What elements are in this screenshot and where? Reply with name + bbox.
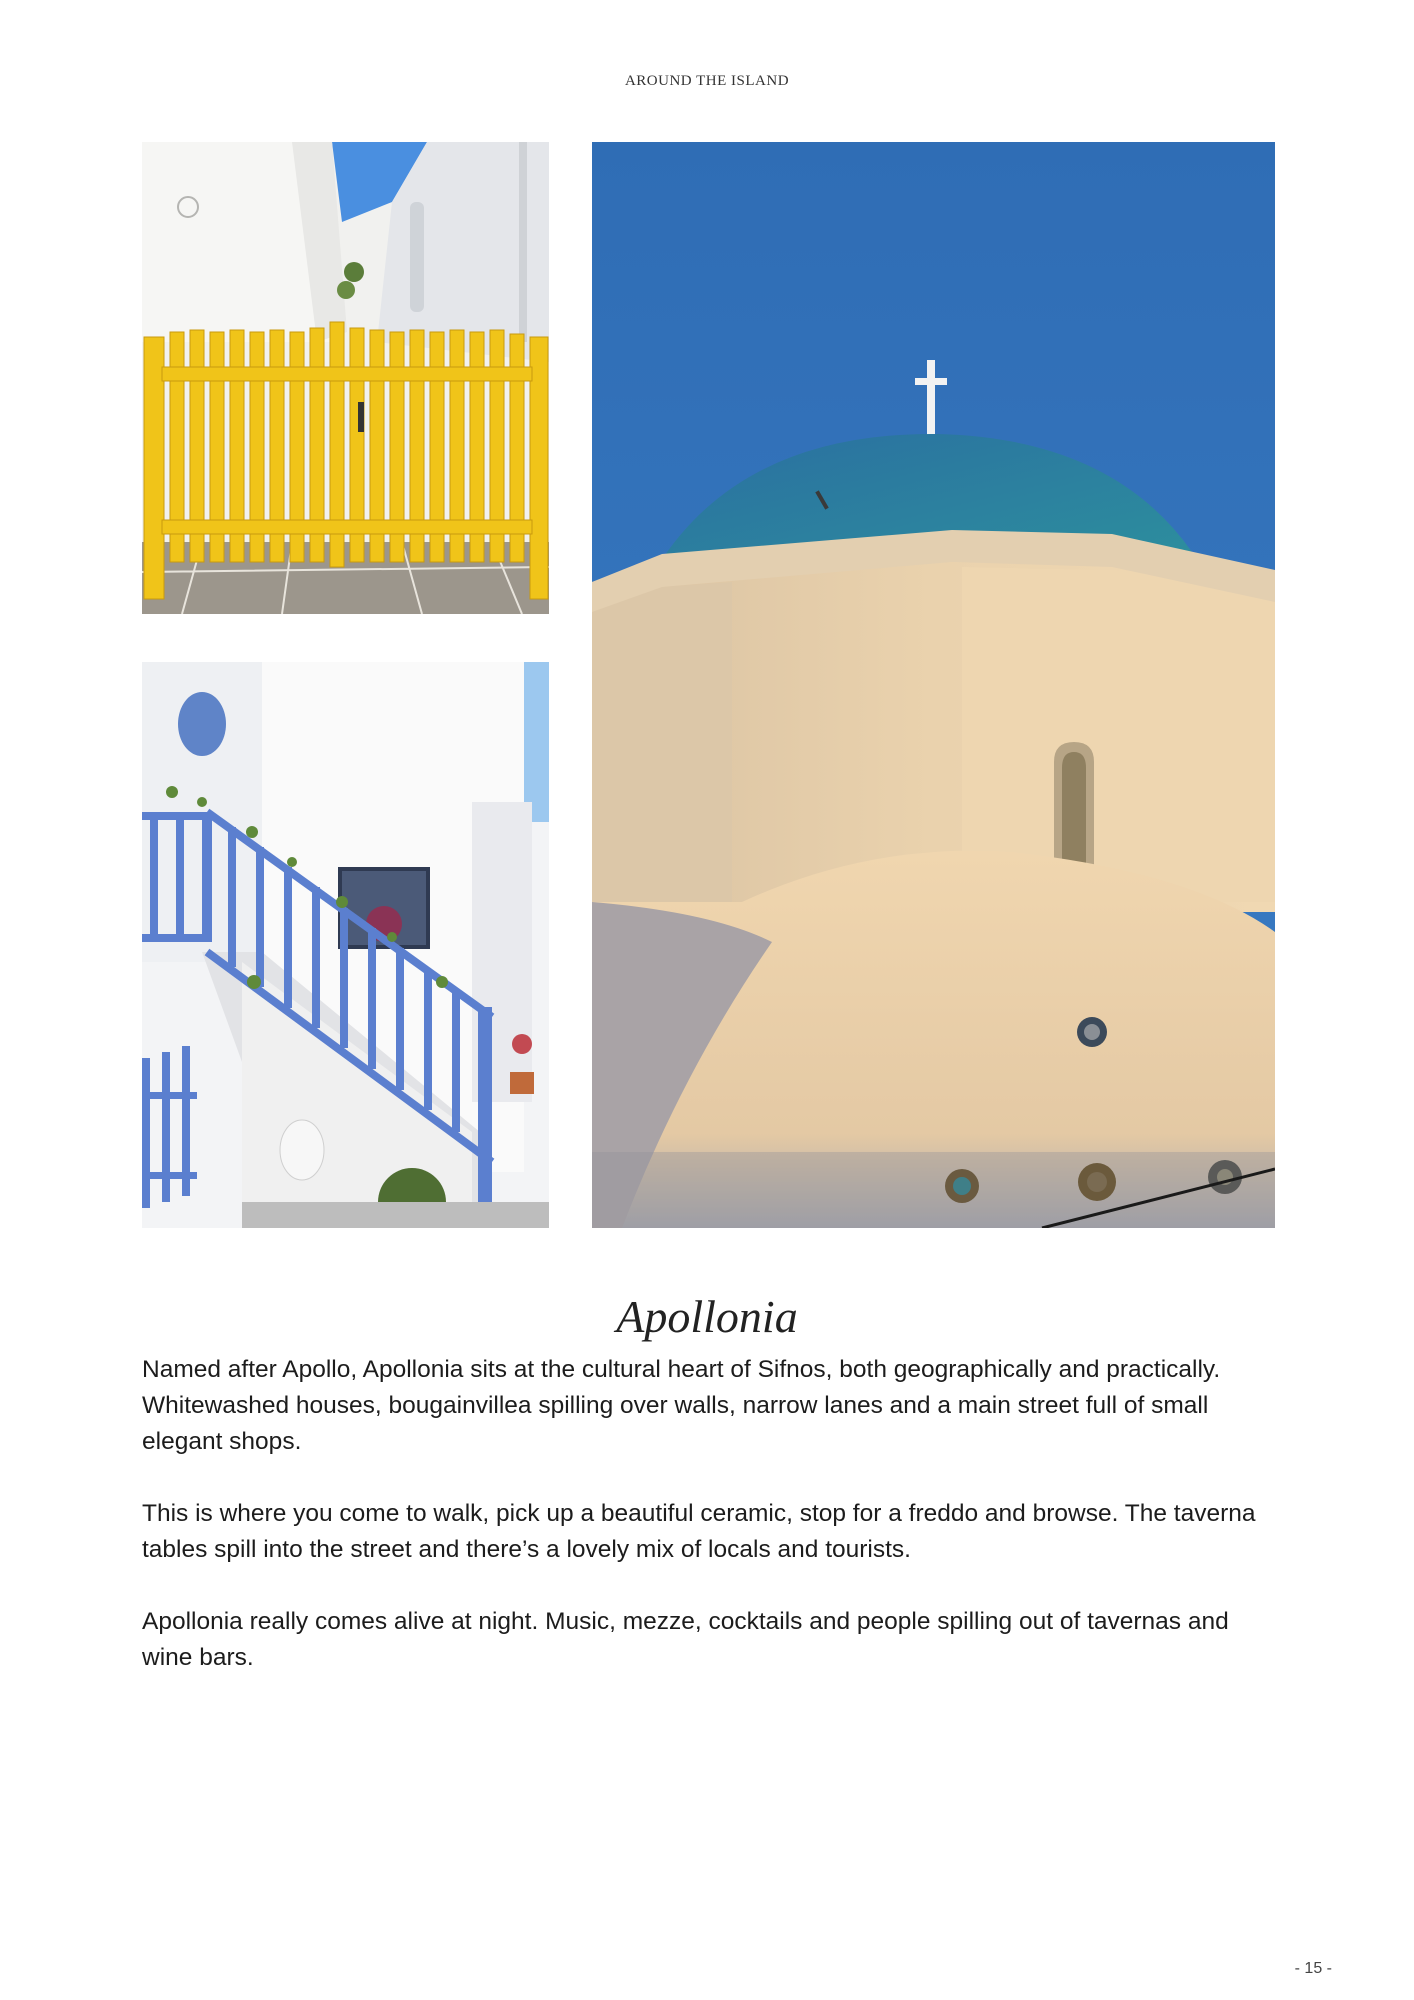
page-number: - 15 - bbox=[1294, 1960, 1332, 1977]
article-paragraph: Named after Apollo, Apollonia sits at the cultural heart of Sifnos, both geographically and practically. Whitewashed houses, bougainvillea spilling over walls, narrow lanes and a main street full of small elegant shops. bbox=[142, 1356, 1221, 1455]
article-body bbox=[142, 1352, 1282, 1712]
section-header: AROUND THE ISLAND bbox=[624, 73, 790, 89]
yellow-gate-photo bbox=[142, 142, 549, 614]
blue-stairs-photo bbox=[142, 662, 549, 1228]
blue-dome-chapel-photo bbox=[592, 142, 1275, 1228]
article-paragraph: Apollonia really comes alive at night. Music, mezze, cocktails and people spilling out of tavernas and wine bars. bbox=[142, 1608, 1229, 1671]
article-title: Apollonia bbox=[616, 1291, 798, 1342]
article-paragraph: This is where you come to walk, pick up a beautiful ceramic, stop for a freddo and browse. The taverna tables spill into the street and there’s a lovely mix of locals and tourists. bbox=[142, 1500, 1256, 1563]
